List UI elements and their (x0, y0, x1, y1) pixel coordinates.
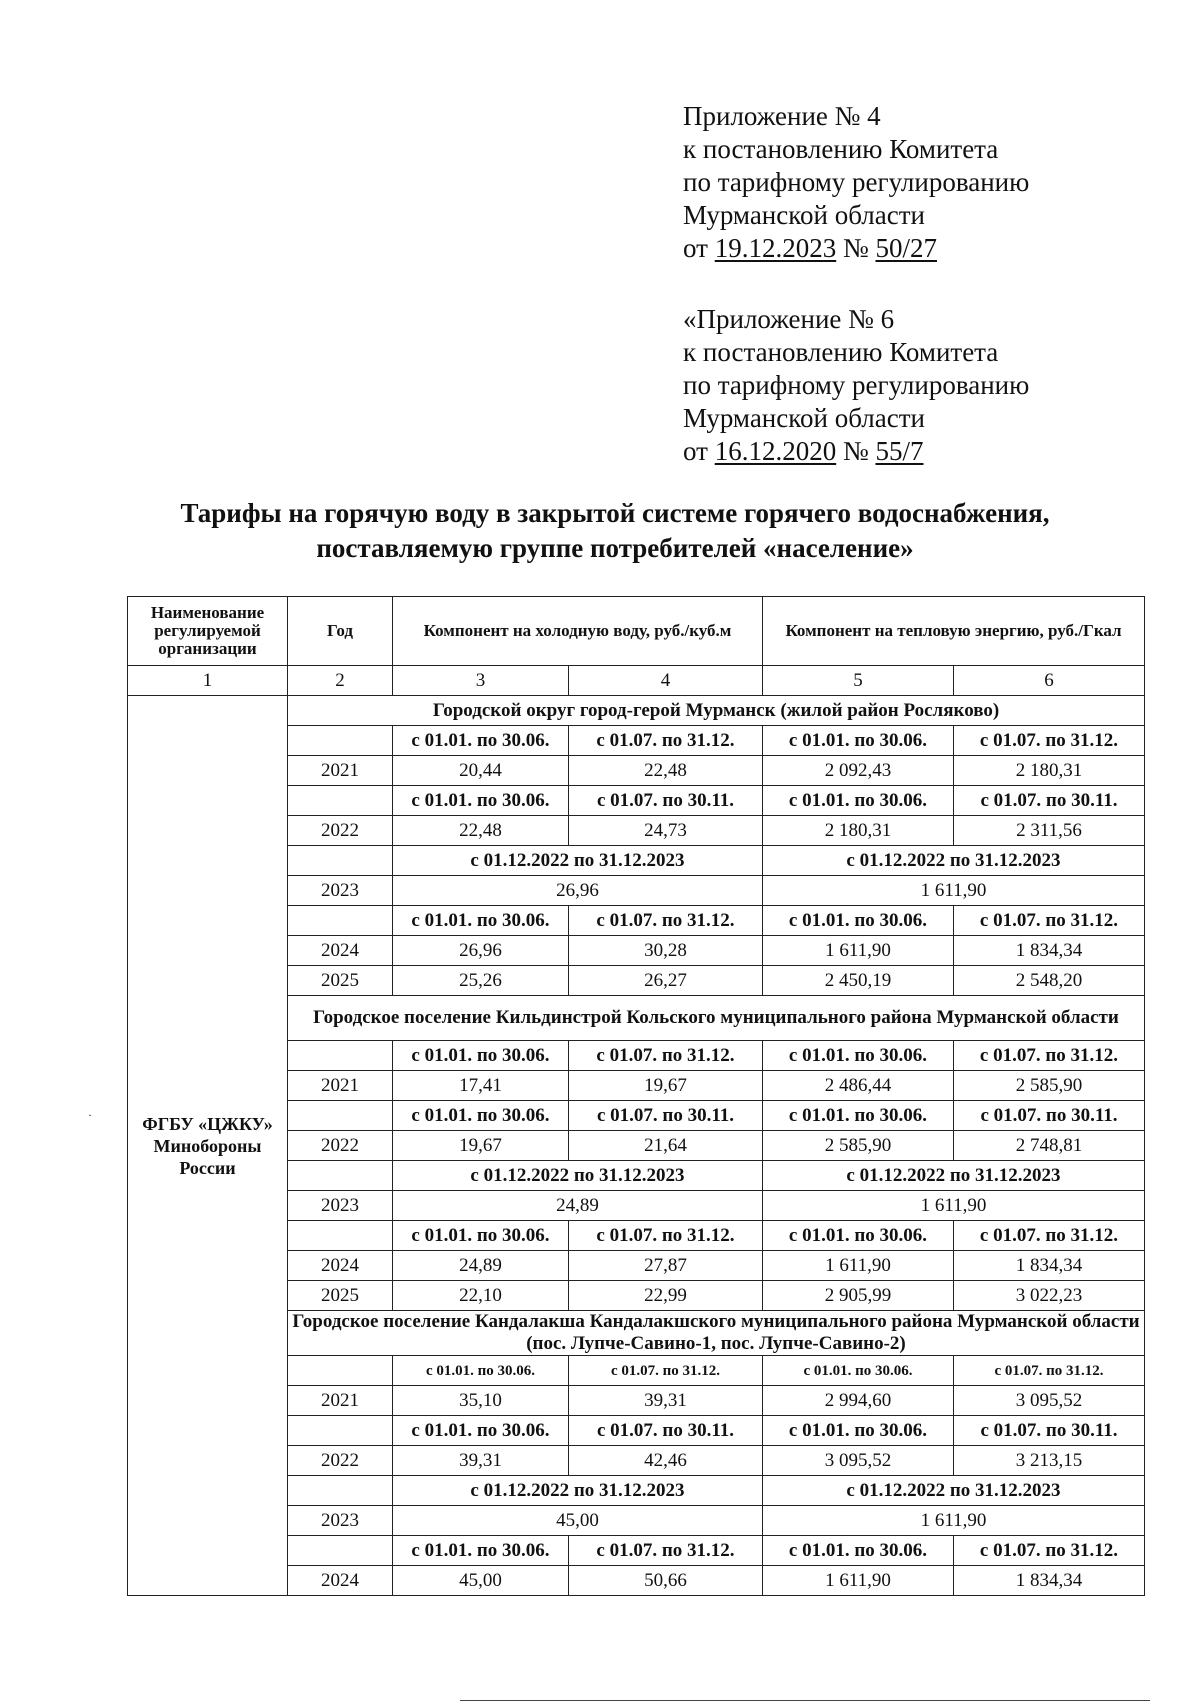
value-cell: 22,99 (569, 1281, 763, 1311)
period-label: с 01.07. по 30.11. (954, 786, 1145, 816)
year-cell: 2024 (288, 1566, 393, 1596)
value-cell: 1 834,34 (954, 936, 1145, 966)
period-label: с 01.01. по 30.06. (763, 1101, 954, 1131)
number-sign: № (842, 233, 869, 263)
resolution-number: 55/7 (875, 436, 924, 466)
header-org: Наименование регулируемой организации (128, 597, 288, 666)
organization-name: ФГБУ «ЦЖКУ» Минобороны России (128, 696, 288, 1596)
col-num: 6 (954, 666, 1145, 696)
value-cell: 39,31 (569, 1386, 763, 1416)
period-label: с 01.12.2022 по 31.12.2023 (763, 846, 1145, 876)
period-label: с 01.01. по 30.06. (763, 1041, 954, 1071)
value-cell: 2 585,90 (763, 1131, 954, 1161)
year-cell: 2025 (288, 966, 393, 996)
date-prefix: от (683, 436, 708, 466)
value-cell: 1 611,90 (763, 1506, 1145, 1536)
value-cell: 50,66 (569, 1566, 763, 1596)
period-label: с 01.01. по 30.06. (393, 1416, 569, 1446)
period-label: с 01.01. по 30.06. (393, 1041, 569, 1071)
value-cell: 17,41 (393, 1071, 569, 1101)
appendix-4-line2: к постановлению Комитета (683, 134, 999, 164)
period-label: с 01.07. по 31.12. (569, 1536, 763, 1566)
value-cell: 1 611,90 (763, 1251, 954, 1281)
value-cell: 19,67 (393, 1131, 569, 1161)
value-cell: 2 180,31 (763, 816, 954, 846)
period-label: с 01.07. по 31.12. (954, 1356, 1145, 1386)
value-cell: 2 180,31 (954, 756, 1145, 786)
value-cell: 26,27 (569, 966, 763, 996)
period-label: с 01.07. по 30.11. (569, 1416, 763, 1446)
value-cell: 1 611,90 (763, 876, 1145, 906)
empty-cell (288, 906, 393, 936)
period-label: с 01.01. по 30.06. (763, 786, 954, 816)
appendix-6-line3: по тарифному регулированию (683, 370, 1030, 400)
period-label: с 01.07. по 31.12. (954, 906, 1145, 936)
period-label: с 01.01. по 30.06. (763, 1356, 954, 1386)
empty-cell (288, 1416, 393, 1446)
period-label: с 01.07. по 30.11. (569, 1101, 763, 1131)
year-cell: 2023 (288, 876, 393, 906)
value-cell: 45,00 (393, 1566, 569, 1596)
year-cell: 2023 (288, 1191, 393, 1221)
appendix-6-line1: «Приложение № 6 (683, 304, 895, 334)
value-cell: 1 834,34 (954, 1566, 1145, 1596)
value-cell: 2 994,60 (763, 1386, 954, 1416)
period-label: с 01.12.2022 по 31.12.2023 (763, 1476, 1145, 1506)
year-cell: 2022 (288, 1131, 393, 1161)
value-cell: 22,10 (393, 1281, 569, 1311)
period-label: с 01.07. по 30.11. (954, 1101, 1145, 1131)
year-cell: 2021 (288, 1386, 393, 1416)
period-label: с 01.01. по 30.06. (763, 1416, 954, 1446)
value-cell: 2 486,44 (763, 1071, 954, 1101)
value-cell: 24,89 (393, 1251, 569, 1281)
value-cell: 26,96 (393, 936, 569, 966)
empty-cell (288, 1356, 393, 1386)
header-heat-energy: Компонент на тепловую энергию, руб./Гкал (763, 597, 1145, 666)
period-label: с 01.07. по 31.12. (569, 906, 763, 936)
year-cell: 2024 (288, 1251, 393, 1281)
year-cell: 2021 (288, 1071, 393, 1101)
section-title: Городское поселение Кильдинстрой Кольского муниципального района Мурманской области (288, 996, 1145, 1041)
value-cell: 1 611,90 (763, 1566, 954, 1596)
period-label: с 01.12.2022 по 31.12.2023 (393, 1476, 763, 1506)
period-label: с 01.01. по 30.06. (393, 1536, 569, 1566)
appendix-4-line5 (683, 232, 1183, 265)
value-cell: 1 611,90 (763, 1191, 1145, 1221)
year-cell: 2025 (288, 1281, 393, 1311)
value-cell: 35,10 (393, 1386, 569, 1416)
col-num: 4 (569, 666, 763, 696)
value-cell: 2 905,99 (763, 1281, 954, 1311)
number-sign: № (842, 436, 869, 466)
col-num: 1 (128, 666, 288, 696)
period-label: с 01.07. по 30.11. (569, 786, 763, 816)
appendix-6-line5 (683, 435, 1183, 468)
appendix-4-line4: Мурманской области (683, 200, 925, 230)
value-cell: 1 834,34 (954, 1251, 1145, 1281)
value-cell: 20,44 (393, 756, 569, 786)
value-cell: 30,28 (569, 936, 763, 966)
period-label: с 01.01. по 30.06. (393, 1101, 569, 1131)
value-cell: 2 311,56 (954, 816, 1145, 846)
period-label: с 01.07. по 31.12. (569, 1041, 763, 1071)
header-year: Год (288, 597, 393, 666)
resolution-number: 50/27 (875, 233, 937, 263)
value-cell: 45,00 (393, 1506, 763, 1536)
period-label: с 01.12.2022 по 31.12.2023 (393, 846, 763, 876)
period-label: с 01.01. по 30.06. (763, 726, 954, 756)
period-label: с 01.07. по 31.12. (954, 726, 1145, 756)
value-cell: 3 022,23 (954, 1281, 1145, 1311)
appendix-6-line4: Мурманской области (683, 403, 925, 433)
value-cell: 24,73 (569, 816, 763, 846)
section-row (128, 696, 1145, 726)
period-label: с 01.01. по 30.06. (763, 1221, 954, 1251)
period-label: с 01.07. по 31.12. (569, 1356, 763, 1386)
year-cell: 2022 (288, 1446, 393, 1476)
period-label: с 01.12.2022 по 31.12.2023 (393, 1161, 763, 1191)
tariff-table (127, 596, 1145, 1596)
value-cell: 3 095,52 (954, 1386, 1145, 1416)
period-label: с 01.01. по 30.06. (393, 906, 569, 936)
empty-cell (288, 1041, 393, 1071)
period-label: с 01.07. по 30.11. (954, 1416, 1145, 1446)
empty-cell (288, 726, 393, 756)
empty-cell (288, 1101, 393, 1131)
value-cell: 3 213,15 (954, 1446, 1145, 1476)
period-label: с 01.01. по 30.06. (763, 906, 954, 936)
value-cell: 26,96 (393, 876, 763, 906)
value-cell: 27,87 (569, 1251, 763, 1281)
col-num: 2 (288, 666, 393, 696)
period-label: с 01.01. по 30.06. (393, 726, 569, 756)
period-label: с 01.07. по 31.12. (569, 726, 763, 756)
period-label: с 01.01. по 30.06. (763, 1536, 954, 1566)
period-label: с 01.01. по 30.06. (393, 1221, 569, 1251)
year-cell: 2024 (288, 936, 393, 966)
appendix-4-line1: Приложение № 4 (683, 101, 881, 131)
period-label: с 01.01. по 30.06. (393, 786, 569, 816)
value-cell: 25,26 (393, 966, 569, 996)
empty-cell (288, 1221, 393, 1251)
period-label: с 01.07. по 31.12. (954, 1536, 1145, 1566)
section-title: Городское поселение Кандалакша Кандалакшского муниципального района Мурманской области (пос. Лупче-Савино-1, пос. Лупче-Савино-2) (288, 1311, 1145, 1356)
title-line2: поставляемую группе потребителей «население» (316, 533, 914, 563)
appendix-6-line2: к постановлению Комитета (683, 337, 999, 367)
document-title (40, 496, 1190, 566)
value-cell: 2 450,19 (763, 966, 954, 996)
title-line1: Тарифы на горячую воду в закрытой системе горячего водоснабжения, (180, 498, 1050, 528)
empty-cell (288, 786, 393, 816)
column-number-row (128, 666, 1145, 696)
col-num: 3 (393, 666, 569, 696)
value-cell: 42,46 (569, 1446, 763, 1476)
value-cell: 2 548,20 (954, 966, 1145, 996)
value-cell: 1 611,90 (763, 936, 954, 966)
scan-speck: · (88, 1108, 92, 1122)
col-num: 5 (763, 666, 954, 696)
value-cell: 2 585,90 (954, 1071, 1145, 1101)
year-cell: 2023 (288, 1506, 393, 1536)
resolution-date: 19.12.2023 (714, 233, 837, 263)
period-label: с 01.07. по 31.12. (569, 1221, 763, 1251)
resolution-date: 16.12.2020 (714, 436, 837, 466)
period-label: с 01.07. по 31.12. (954, 1221, 1145, 1251)
empty-cell (288, 1161, 393, 1191)
year-cell: 2021 (288, 756, 393, 786)
value-cell: 2 748,81 (954, 1131, 1145, 1161)
value-cell: 22,48 (393, 816, 569, 846)
footer-divider (460, 1700, 1150, 1701)
period-label: с 01.07. по 31.12. (954, 1041, 1145, 1071)
period-label: с 01.12.2022 по 31.12.2023 (763, 1161, 1145, 1191)
empty-cell (288, 1536, 393, 1566)
table-header-row (128, 597, 1145, 666)
year-cell: 2022 (288, 816, 393, 846)
appendix-4-line3: по тарифному регулированию (683, 167, 1030, 197)
value-cell: 19,67 (569, 1071, 763, 1101)
value-cell: 3 095,52 (763, 1446, 954, 1476)
empty-cell (288, 1476, 393, 1506)
value-cell: 21,64 (569, 1131, 763, 1161)
appendix-6-header (683, 303, 1183, 468)
value-cell: 39,31 (393, 1446, 569, 1476)
section-title: Городской округ город-герой Мурманск (жилой район Росляково) (288, 696, 1145, 726)
appendix-4-header (683, 100, 1183, 265)
value-cell: 2 092,43 (763, 756, 954, 786)
date-prefix: от (683, 233, 708, 263)
header-cold-water: Компонент на холодную воду, руб./куб.м (393, 597, 763, 666)
value-cell: 24,89 (393, 1191, 763, 1221)
value-cell: 22,48 (569, 756, 763, 786)
empty-cell (288, 846, 393, 876)
period-label: с 01.01. по 30.06. (393, 1356, 569, 1386)
